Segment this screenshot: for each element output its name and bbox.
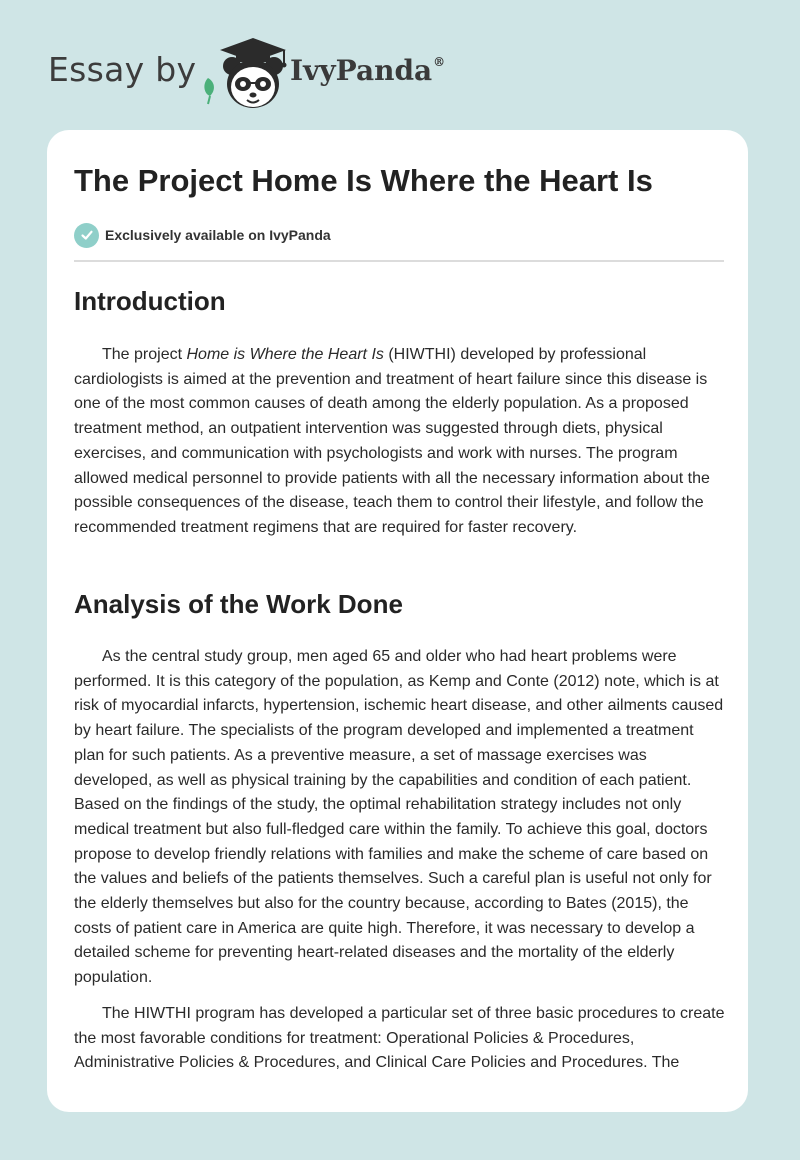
- exclusive-badge: [74, 222, 331, 248]
- badge-label: Exclusively available on IvyPanda: [105, 227, 331, 243]
- panda-logo-icon[interactable]: [198, 32, 298, 114]
- checkmark-icon: [74, 223, 99, 248]
- section-heading-introduction: Introduction: [74, 286, 226, 316]
- page-title: The Project Home Is Where the Heart Is: [74, 163, 653, 198]
- section-heading-analysis: Analysis of the Work Done: [74, 589, 403, 619]
- paragraph-analysis-1: As the central study group, men aged 65 and older who had heart problems were performed. It is this category of the population, as Kemp and Conte (2012) note, which is at risk of myocardial infarcts, hypertension, ischemic heart disease, and other ailments caused by heart failure. The specialists of the program developed and implemented a treatment plan for such patients. As a preventive measure, a set of massage exercises was developed, as well as physical training by the capabilities and condition of each patient. Based on the findings of the study, the optimal rehabilitation strategy includes not only medical treatment but also full-fledged care within the family. To achieve this goal, doctors propose to develop friendly relations with families and make the scheme of care based on the values and beliefs of the patients themselves. Such a careful plan is useful not only for the elderly themselves but also for the country because, according to Bates (2015), the costs of patient care in America are quite high. Therefore, it was necessary to develop a detailed scheme for preventing heart-related diseases and the mortality of the elderly population.: [74, 648, 724, 987]
- brand-text: IvyPanda: [290, 54, 433, 87]
- registered-mark: ®: [433, 55, 446, 69]
- title-divider: [74, 260, 724, 262]
- project-title-italic: Home is Where the Heart Is: [186, 346, 384, 363]
- paragraph-introduction: [74, 343, 726, 541]
- essay-by-label: Essay by: [48, 50, 197, 89]
- paragraph-text-start: The project: [102, 346, 187, 363]
- site-header: [0, 0, 800, 120]
- article-card: [47, 130, 748, 1112]
- paragraph-text-rest: (HIWTHI) developed by professional cardiologists is aimed at the prevention and treatment of heart failure since this disease is one of the most common causes of death among the elderly population. As a proposed treatment method, an outpatient intervention was suggested through diets, physical exercises, and communication with psychologists and work with nurses. The program allowed medical personnel to provide patients with all the necessary information about the possible consequences of the disease, teach them to control their lifestyle, and follow the recommended treatment regimens that are required for faster recovery.: [74, 346, 710, 536]
- paragraph-analysis-2: The HIWTHI program has developed a particular set of three basic procedures to create the most favorable conditions for treatment: Operational Policies & Procedures, Administrative Policies & Procedures, and Clinical Care Policies and Procedures. The: [74, 1005, 725, 1072]
- brand-name[interactable]: [290, 54, 445, 87]
